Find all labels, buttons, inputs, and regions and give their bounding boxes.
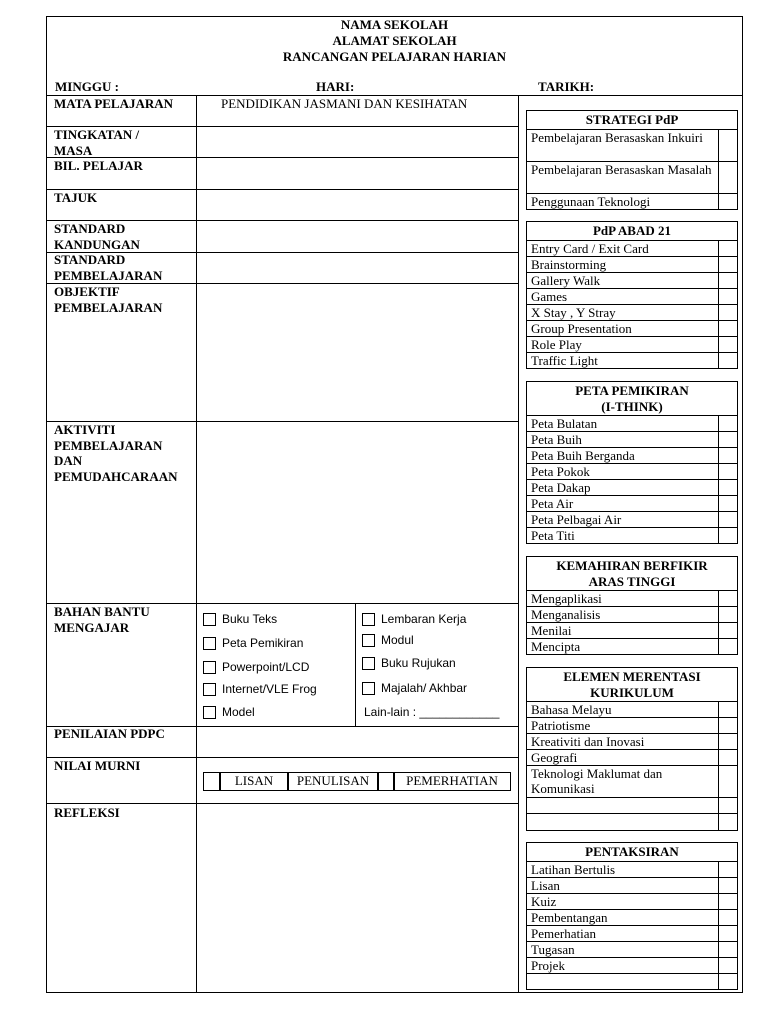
school-name: NAMA SEKOLAH bbox=[340, 17, 449, 32]
tick-box[interactable] bbox=[719, 925, 738, 941]
ithink-box bbox=[526, 381, 738, 544]
list-item: Mencipta bbox=[527, 639, 719, 655]
tick-box[interactable] bbox=[719, 893, 738, 909]
row-divider bbox=[46, 189, 518, 190]
pentaksiran-title: PENTAKSIRAN bbox=[527, 843, 737, 862]
penilaian-label: PENILAIAN PDPC bbox=[54, 726, 165, 741]
checkbox-modul[interactable]: Modul bbox=[362, 633, 414, 647]
list-item bbox=[527, 798, 719, 814]
tick-box[interactable] bbox=[719, 702, 738, 718]
tick-box[interactable] bbox=[719, 464, 738, 480]
tick-box[interactable] bbox=[719, 528, 738, 544]
checkbox-icon bbox=[362, 682, 375, 695]
tick-box[interactable] bbox=[719, 162, 738, 194]
mata-pelajaran-value: PENDIDIKAN JASMANI DAN KESIHATAN bbox=[221, 96, 468, 111]
ithink-title: PETA PEMIKIRAN (I-THINK) bbox=[527, 382, 737, 416]
tick-box[interactable] bbox=[719, 814, 738, 830]
nilai-lisan: LISAN bbox=[219, 772, 289, 791]
list-item: Pembentangan bbox=[527, 909, 719, 925]
tick-box[interactable] bbox=[719, 320, 738, 336]
list-item: Bahasa Melayu bbox=[531, 702, 612, 717]
tick-box[interactable] bbox=[719, 750, 738, 766]
checkbox-icon bbox=[203, 613, 216, 626]
nilai-pemerhatian: PEMERHATIAN bbox=[393, 772, 511, 791]
checkbox-majalah[interactable]: Majalah/ Akhbar bbox=[362, 681, 467, 695]
list-item: Peta Titi bbox=[527, 528, 719, 544]
tick-box[interactable] bbox=[719, 862, 738, 878]
list-item: Lisan bbox=[527, 877, 719, 893]
tick-box[interactable] bbox=[719, 798, 738, 814]
row-divider bbox=[46, 803, 518, 804]
list-item: Games bbox=[527, 288, 719, 304]
list-item: Pembelajaran Berasaskan Masalah bbox=[527, 162, 719, 194]
list-item: Projek bbox=[527, 957, 719, 973]
nilai-penulisan: PENULISAN bbox=[287, 772, 379, 791]
list-item: Mengaplikasi bbox=[531, 591, 602, 606]
list-item: Peta Buih bbox=[527, 432, 719, 448]
list-item: Tugasan bbox=[527, 941, 719, 957]
bil-pelajar-label: BIL. PELAJAR bbox=[54, 158, 143, 173]
lain-lain-field[interactable]: Lain-lain : ____________ bbox=[364, 705, 500, 719]
checkbox-model[interactable]: Model bbox=[203, 705, 255, 719]
tick-box[interactable] bbox=[719, 957, 738, 973]
checkbox-icon bbox=[362, 657, 375, 670]
objektif-label: OBJEKTIF PEMBELAJARAN bbox=[54, 284, 163, 315]
list-item: Teknologi Maklumat dan Komunikasi bbox=[527, 766, 719, 798]
form-header bbox=[46, 17, 743, 65]
abad21-box bbox=[526, 221, 738, 369]
tick-box[interactable] bbox=[719, 623, 738, 639]
content-column-divider bbox=[518, 95, 519, 993]
list-item: Peta Pelbagai Air bbox=[527, 512, 719, 528]
tick-box[interactable] bbox=[719, 766, 738, 798]
list-item: Peta Air bbox=[527, 496, 719, 512]
strategi-box bbox=[526, 110, 738, 210]
date-label: TARIKH: bbox=[538, 79, 595, 94]
list-item: Entry Card / Exit Card bbox=[531, 240, 649, 256]
list-item: X Stay , Y Stray bbox=[527, 304, 719, 320]
standard-kandungan-label: STANDARD KANDUNGAN bbox=[54, 221, 140, 252]
list-item: Kreativiti dan Inovasi bbox=[527, 734, 719, 750]
checkbox-buku-rujukan[interactable]: Buku Rujukan bbox=[362, 656, 456, 670]
school-address: ALAMAT SEKOLAH bbox=[332, 33, 457, 48]
list-item: Peta Bulatan bbox=[531, 416, 598, 431]
list-item: Gallery Walk bbox=[527, 272, 719, 288]
list-item bbox=[527, 814, 719, 830]
tingkatan-label: TINGKATAN / MASA bbox=[54, 127, 140, 158]
tick-box[interactable] bbox=[719, 496, 738, 512]
list-item: Group Presentation bbox=[527, 320, 719, 336]
standard-pembelajaran-label: STANDARD PEMBELAJARAN bbox=[54, 252, 163, 283]
list-item: Traffic Light bbox=[527, 352, 719, 368]
checkbox-icon bbox=[203, 683, 216, 696]
list-item: Latihan Bertulis bbox=[531, 861, 616, 877]
pentaksiran-box bbox=[526, 842, 738, 990]
checkbox-lembaran-kerja[interactable]: Lembaran Kerja bbox=[362, 612, 466, 626]
tajuk-label: TAJUK bbox=[54, 190, 98, 205]
checkbox-icon bbox=[362, 634, 375, 647]
list-item: Brainstorming bbox=[527, 256, 719, 272]
emk-title: ELEMEN MERENTASI KURIKULUM bbox=[527, 668, 737, 702]
tick-box[interactable] bbox=[719, 336, 738, 352]
kbat-box bbox=[526, 556, 738, 655]
doc-title: RANCANGAN PELAJARAN HARIAN bbox=[282, 49, 507, 64]
checkbox-icon bbox=[203, 661, 216, 674]
list-item: Patriotisme bbox=[527, 718, 719, 734]
checkbox-icon bbox=[362, 613, 375, 626]
checkbox-icon bbox=[203, 706, 216, 719]
list-item: Role Play bbox=[527, 336, 719, 352]
mata-pelajaran-label: MATA PELAJARAN bbox=[54, 96, 174, 111]
checkbox-buku-teks[interactable]: Buku Teks bbox=[203, 612, 277, 626]
list-item: Menilai bbox=[527, 623, 719, 639]
tick-box[interactable] bbox=[719, 607, 738, 623]
tick-box[interactable] bbox=[719, 639, 738, 655]
checkbox-powerpoint[interactable]: Powerpoint/LCD bbox=[203, 660, 309, 674]
tick-box[interactable] bbox=[719, 130, 738, 162]
tick-box[interactable] bbox=[719, 256, 738, 272]
list-item bbox=[527, 973, 719, 989]
tick-box[interactable] bbox=[719, 416, 738, 432]
tick-box[interactable] bbox=[719, 241, 738, 257]
tick-box[interactable] bbox=[719, 352, 738, 368]
tick-box[interactable] bbox=[719, 877, 738, 893]
bahan-divider bbox=[355, 603, 356, 726]
tick-box[interactable] bbox=[719, 194, 738, 210]
checkbox-internet[interactable]: Internet/VLE Frog bbox=[203, 682, 317, 696]
tick-box[interactable] bbox=[719, 432, 738, 448]
tick-box[interactable] bbox=[719, 272, 738, 288]
strategi-title: STRATEGI PdP bbox=[527, 111, 737, 130]
nilai-murni-label: NILAI MURNI bbox=[54, 758, 141, 773]
list-item: Pemerhatian bbox=[527, 925, 719, 941]
checkbox-icon bbox=[203, 637, 216, 650]
tick-box[interactable] bbox=[719, 718, 738, 734]
abad21-title: PdP ABAD 21 bbox=[527, 222, 737, 241]
list-item: Penggunaan Teknologi bbox=[527, 194, 719, 210]
checkbox-peta-pemikiran[interactable]: Peta Pemikiran bbox=[203, 636, 303, 650]
week-label: MINGGU : bbox=[55, 79, 119, 94]
list-item: Menganalisis bbox=[527, 607, 719, 623]
tick-box[interactable] bbox=[719, 591, 738, 607]
tick-box[interactable] bbox=[719, 512, 738, 528]
tick-box[interactable] bbox=[719, 909, 738, 925]
list-item: Peta Dakap bbox=[527, 480, 719, 496]
list-item: Pembelajaran Berasaskan Inkuiri bbox=[531, 129, 703, 145]
list-item: Kuiz bbox=[527, 893, 719, 909]
tick-box[interactable] bbox=[719, 941, 738, 957]
emk-box bbox=[526, 667, 738, 831]
label-column-divider bbox=[196, 95, 197, 993]
aktiviti-label: AKTIVITI PEMBELAJARAN DAN PEMUDAHCARAAN bbox=[54, 422, 178, 484]
list-item: Peta Pokok bbox=[527, 464, 719, 480]
list-item: Geografi bbox=[527, 750, 719, 766]
tick-box[interactable] bbox=[719, 480, 738, 496]
tick-box[interactable] bbox=[719, 304, 738, 320]
kbat-title: KEMAHIRAN BERFIKIR ARAS TINGGI bbox=[527, 557, 737, 591]
day-label: HARI: bbox=[316, 79, 355, 94]
tick-box[interactable] bbox=[719, 973, 738, 989]
refleksi-label: REFLEKSI bbox=[54, 805, 120, 820]
tick-box[interactable] bbox=[719, 734, 738, 750]
list-item: Peta Buih Berganda bbox=[527, 448, 719, 464]
tick-box[interactable] bbox=[719, 288, 738, 304]
tick-box[interactable] bbox=[719, 448, 738, 464]
bahan-bantu-label: BAHAN BANTU MENGAJAR bbox=[54, 604, 150, 635]
